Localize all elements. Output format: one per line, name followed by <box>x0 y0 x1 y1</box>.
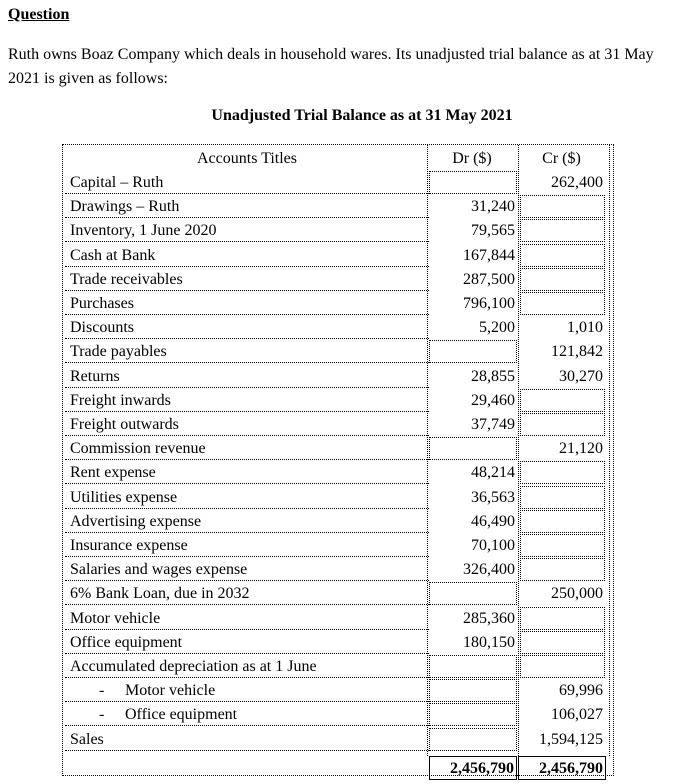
account-title-cell: 6% Bank Loan, due in 2032 <box>65 582 429 605</box>
dr-amount-cell: 285,360 <box>463 609 515 627</box>
table-row <box>63 195 613 219</box>
table-row <box>63 679 613 703</box>
cr-amount-cell: 250,000 <box>551 585 603 603</box>
trial-balance-title: Unadjusted Trial Balance as at 31 May 2021 <box>211 107 513 124</box>
cr-amount-cell <box>520 268 605 291</box>
cr-amount-cell <box>520 655 605 678</box>
account-title-cell: Discounts <box>65 316 429 339</box>
table-header-row <box>63 147 613 171</box>
question-intro: Ruth owns Boaz Company which deals in household wares. Its unadjusted trial balance as at 31 May 2021 is given as follows: <box>8 46 654 87</box>
table-row <box>63 365 613 389</box>
account-title-cell: Trade receivables <box>65 268 429 291</box>
table-row <box>63 607 613 631</box>
table-row <box>63 219 613 243</box>
dr-amount-cell: 48,214 <box>471 464 515 482</box>
account-title-cell <box>65 679 429 702</box>
sub-item-label: Office equipment <box>125 706 238 724</box>
account-title-cell: Advertising expense <box>65 510 429 533</box>
dr-amount-cell: 796,100 <box>463 295 515 312</box>
dr-amount-cell: 36,563 <box>471 488 515 506</box>
cr-amount-cell <box>520 486 605 509</box>
cr-total: 2,456,790 <box>518 756 606 780</box>
account-title-cell: Cash at Bank <box>65 244 429 267</box>
cr-amount-cell: 121,842 <box>551 343 603 361</box>
table-row <box>63 244 613 268</box>
account-title-cell: Insurance expense <box>65 534 429 557</box>
column-divider <box>609 145 610 756</box>
cr-amount-cell: 1,010 <box>567 319 603 337</box>
sub-item-dash: - <box>99 706 105 724</box>
dr-amount-cell: 70,100 <box>471 537 515 554</box>
account-title-cell: Returns <box>65 365 429 388</box>
dr-amount-cell: 37,749 <box>471 416 515 433</box>
dr-amount-cell <box>429 655 517 678</box>
account-title-cell: Inventory, 1 June 2020 <box>65 219 429 242</box>
cr-amount-cell <box>520 607 605 630</box>
table-row <box>63 316 613 340</box>
account-title-cell <box>65 703 429 726</box>
dr-amount-cell <box>429 728 517 751</box>
column-divider <box>427 145 428 756</box>
cr-amount-cell <box>520 461 605 484</box>
dr-amount-cell: 167,844 <box>463 246 515 264</box>
cr-amount-cell <box>520 534 605 557</box>
dr-total: 2,456,790 <box>429 756 517 780</box>
account-title-cell: Utilities expense <box>65 486 429 509</box>
dr-amount-cell <box>429 679 517 702</box>
account-title-cell: Accumulated depreciation as at 1 June <box>65 655 429 678</box>
dr-amount-cell <box>429 171 517 194</box>
totals-row <box>63 756 613 780</box>
account-title-cell: Sales <box>65 728 429 751</box>
column-divider <box>518 145 519 756</box>
cr-amount-cell <box>520 292 605 315</box>
table-row <box>63 389 613 413</box>
dr-amount-cell <box>429 582 517 605</box>
cr-amount-cell: 21,120 <box>559 440 603 458</box>
account-title-cell: Rent expense <box>65 461 429 484</box>
table-row <box>63 461 613 485</box>
dr-amount-cell: 29,460 <box>471 391 515 409</box>
table-row <box>63 558 613 582</box>
table-row <box>63 413 613 437</box>
table-row <box>63 486 613 510</box>
cr-amount-cell <box>520 195 605 218</box>
cr-amount-cell <box>520 413 605 436</box>
account-title-cell: Motor vehicle <box>65 607 429 630</box>
account-title-cell: Commission revenue <box>65 437 429 460</box>
account-title-cell: Office equipment <box>65 631 429 654</box>
dr-amount-cell: 326,400 <box>463 561 515 579</box>
account-title-cell: Purchases <box>65 292 429 315</box>
header-accounts-titles: Accounts Titles <box>196 150 297 167</box>
cr-amount-cell: 30,270 <box>559 367 603 385</box>
table-row <box>63 437 613 461</box>
cr-amount-cell <box>520 558 605 581</box>
cr-amount-cell: 1,594,125 <box>539 730 603 748</box>
dr-amount-cell <box>429 703 517 726</box>
cr-amount-cell <box>520 631 605 654</box>
table-row <box>63 292 613 316</box>
dr-amount-cell: 46,490 <box>471 512 515 530</box>
dr-amount-cell <box>429 340 517 363</box>
dr-amount-cell: 287,500 <box>463 270 515 288</box>
cr-amount-cell <box>520 389 605 412</box>
cr-amount-cell <box>520 244 605 267</box>
sub-item-label: Motor vehicle <box>125 682 216 700</box>
question-heading: Question <box>8 6 70 23</box>
trial-balance-table <box>62 144 614 776</box>
dr-amount-cell: 180,150 <box>463 633 515 651</box>
table-row <box>63 171 613 195</box>
account-title-cell: Freight outwards <box>65 413 429 436</box>
cr-amount-cell: 262,400 <box>551 174 603 191</box>
table-row <box>63 703 613 727</box>
table-row <box>63 510 613 534</box>
table-row <box>63 582 613 606</box>
cr-amount-cell: 69,996 <box>559 682 603 700</box>
sub-item-dash: - <box>99 682 105 700</box>
header-dr: Dr ($) <box>452 150 492 167</box>
account-title-cell: Trade payables <box>65 340 429 363</box>
account-title-cell: Freight inwards <box>65 389 429 412</box>
dr-amount-cell: 28,855 <box>471 367 515 385</box>
dr-amount-cell: 79,565 <box>471 222 515 240</box>
account-title-cell: Capital – Ruth <box>65 171 429 194</box>
account-title-cell: Salaries and wages expense <box>65 558 429 581</box>
table-row <box>63 268 613 292</box>
table-row <box>63 631 613 655</box>
header-cr: Cr ($) <box>542 150 581 167</box>
cr-amount-cell <box>520 510 605 533</box>
table-row <box>63 340 613 364</box>
cr-amount-cell <box>520 219 605 242</box>
dr-amount-cell: 31,240 <box>471 198 515 216</box>
dr-amount-cell <box>429 437 517 460</box>
table-row <box>63 728 613 752</box>
cr-amount-cell: 106,027 <box>551 706 603 724</box>
dr-amount-cell: 5,200 <box>479 319 515 337</box>
table-row <box>63 655 613 679</box>
account-title-cell: Drawings – Ruth <box>65 195 429 218</box>
table-row <box>63 534 613 558</box>
